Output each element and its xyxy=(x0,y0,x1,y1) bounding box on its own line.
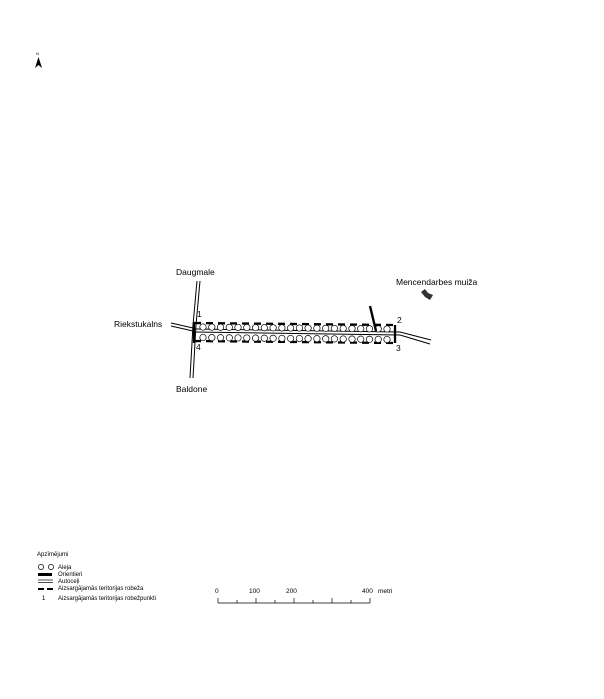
manor-building-icon xyxy=(421,289,433,300)
tree-circle-icon xyxy=(287,335,293,341)
tree-circle-icon xyxy=(323,325,329,331)
tree-circle-icon xyxy=(331,336,337,342)
legend-label-autoceli: Autoceļi xyxy=(58,579,80,585)
tree-circle-icon xyxy=(296,335,302,341)
tree-circle-icon xyxy=(366,336,372,342)
legend-item-autoceli xyxy=(38,579,79,585)
tree-circle-icon xyxy=(366,326,372,332)
boundary-point-4: 4 xyxy=(196,342,201,352)
tree-circle-icon xyxy=(279,325,285,331)
place-baldone: Baldone xyxy=(176,384,208,394)
tree-circle-icon xyxy=(226,335,232,341)
legend xyxy=(37,552,156,602)
scale-bar-line xyxy=(218,598,370,603)
tree-circle-icon xyxy=(261,325,267,331)
tree-circle-icon xyxy=(331,325,337,331)
tree-circle-icon xyxy=(358,326,364,332)
scale-unit: metri xyxy=(378,588,393,595)
scale-tick-0: 0 xyxy=(215,588,219,595)
scale-tick-400: 400 xyxy=(362,588,373,595)
legend-label-orientieri: Orientieri xyxy=(58,572,83,578)
tree-circle-icon xyxy=(305,325,311,331)
tree-circle-icon xyxy=(252,324,258,330)
legend-symbol-robezpunkti: 1 xyxy=(42,596,46,602)
legend-label-aleja: Aleja xyxy=(58,565,72,571)
legend-item-orientieri xyxy=(38,572,82,578)
tree-circle-icon xyxy=(200,324,206,330)
tree-circle-icon xyxy=(270,325,276,331)
legend-title: Apzīmējumi xyxy=(37,552,69,558)
boundary-point-1: 1 xyxy=(197,309,202,319)
tree-circle-icon xyxy=(244,324,250,330)
place-riekstukalns: Riekstukalns xyxy=(114,319,163,329)
legend-label-robeza: Aizsargājamās teritorijas robeža xyxy=(58,586,144,592)
tree-circle-icon xyxy=(217,324,223,330)
tree-circle-icon xyxy=(279,335,285,341)
tree-circle-icon xyxy=(244,335,250,341)
tree-circle-icon xyxy=(270,335,276,341)
scale-tick-100: 100 xyxy=(249,588,260,595)
tree-circle-icon xyxy=(314,336,320,342)
tree-circle-icon xyxy=(384,326,390,332)
tree-circle-icon xyxy=(340,325,346,331)
place-mencendarbes: Mencendarbes muiža xyxy=(396,277,478,287)
place-daugmale: Daugmale xyxy=(176,267,215,277)
boundary-point-2: 2 xyxy=(397,315,402,325)
tree-circle-icon xyxy=(349,336,355,342)
tree-circle-icon xyxy=(226,324,232,330)
scale-bar xyxy=(215,588,392,603)
north-arrow xyxy=(35,51,42,68)
tree-circle-icon xyxy=(340,336,346,342)
tree-circle-icon xyxy=(217,335,223,341)
north-label: N xyxy=(36,51,39,56)
tree-circle-icon xyxy=(384,336,390,342)
tree-circle-icon xyxy=(375,336,381,342)
tree-circle-icon xyxy=(287,325,293,331)
legend-item-robezpunkti xyxy=(42,596,156,602)
tree-circle-icon xyxy=(235,335,241,341)
tree-circle-icon xyxy=(349,325,355,331)
tree-circle-icon xyxy=(252,335,258,341)
scale-tick-200: 200 xyxy=(286,588,297,595)
legend-item-aleja xyxy=(38,564,72,571)
legend-label-robezpunkti: Aizsargājamās teritorijas robežpunkti xyxy=(58,596,157,602)
tree-circle-icon xyxy=(261,335,267,341)
tree-circle-icon xyxy=(323,336,329,342)
tree-circle-icon xyxy=(305,335,311,341)
tree-circle-icon xyxy=(296,325,302,331)
landmark-swatch-icon xyxy=(38,573,52,576)
tree-circle-icon xyxy=(209,324,215,330)
boundary-point-3: 3 xyxy=(396,343,401,353)
tree-circle-icon xyxy=(314,325,320,331)
north-arrow-icon xyxy=(35,57,42,68)
tree-circle-icon xyxy=(209,334,215,340)
tree-circle-icon xyxy=(235,324,241,330)
tree-circle-icon xyxy=(200,334,206,340)
tree-circle-icon xyxy=(38,564,43,569)
tree-circle-icon xyxy=(358,336,364,342)
legend-item-robeza xyxy=(38,586,144,592)
